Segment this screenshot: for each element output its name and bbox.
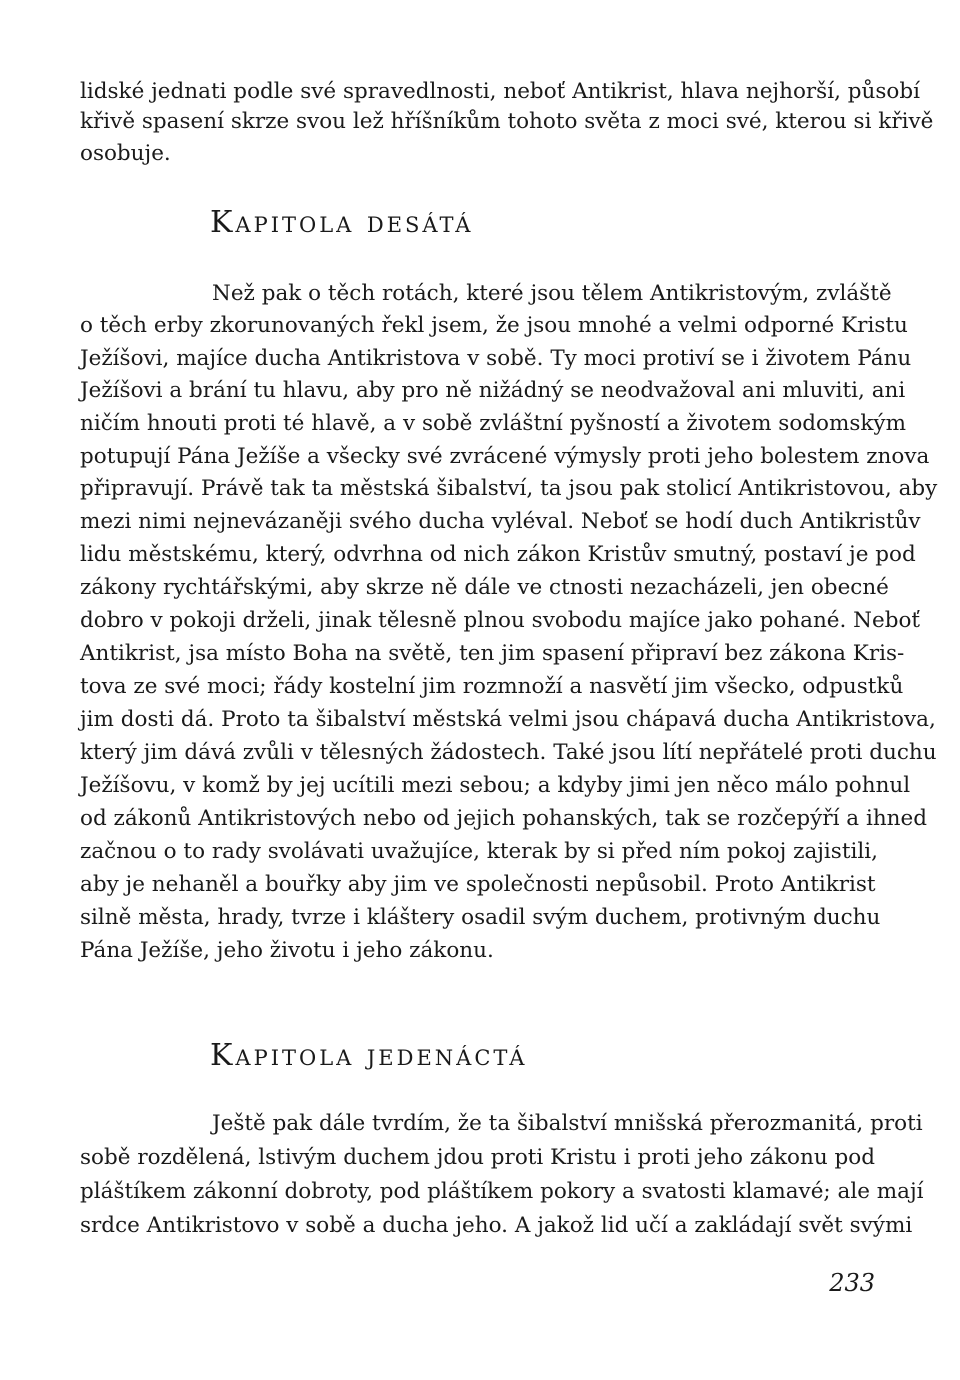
text-line: jim dosti dá. Proto ta šibalství městská velmi jsou chápavá ducha Antikristova, [80,707,936,732]
page-number: 233 [829,1269,875,1297]
text-line: od zákonů Antikristových nebo od jejich pohanských, tak se rozčepýří a ihned [80,806,928,831]
text-line: o těch erby zkorunovaných řekl jsem, že jsou mnohé a velmi odporné Kristu [80,313,908,338]
text-line: Ještě pak dále tvrdím, že ta šibalství mnišská přerozmanitá, proti [212,1111,923,1136]
text-line: zákony rychtářskými, aby skrze ně dále ve ctnosti nezacházeli, jen obecné [80,575,889,600]
text-line: tova ze své moci; řády kostelní jim rozmnoží a nasvětí jim všecko, odpustků [80,674,904,699]
text-line: osobuje. [80,141,171,166]
chapter-heading: Kapitola desátá [210,205,474,240]
text-line: srdce Antikristovo v sobě a ducha jeho. A jakož lid učí a zakládají svět svými [80,1213,913,1238]
text-line: sobě rozdělená, lstivým duchem jdou proti Kristu i proti jeho zákonu pod [80,1145,875,1170]
text-line: ničím hnouti proti té hlavě, a v sobě zvláštní pyšností a životem sodomským [80,411,906,436]
chapter-heading: Kapitola jedenáctá [210,1038,528,1073]
text-line: Ježíšovi, majíce ducha Antikristova v sobě. Ty moci protiví se i životem Pánu [80,346,912,371]
text-line: Ježíšovu, v komž by jej ucítili mezi sebou; a kdyby jimi jen něco málo pohnul [80,773,911,798]
text-line: aby je nehaněl a bouřky aby jim ve společnosti nepůsobil. Proto Antikrist [80,872,876,897]
text-line: potupují Pána Ježíše a všecky své zvrácené výmysly proti jeho bolestem znova [80,444,930,469]
text-line: lidu městskému, který, odvrhna od nich zákon Kristův smutný, postaví je pod [80,542,916,567]
text-line: pláštíkem zákonní dobroty, pod pláštíkem pokory a svatosti klamavé; ale mají [80,1179,924,1204]
text-line: Než pak o těch rotách, které jsou tělem Antikristovým, zvláště [212,281,892,306]
text-line: začnou o to rady svolávati uvažujíce, kterak by si před ním pokoj zajistili, [80,839,878,864]
text-line: dobro v pokoji drželi, jinak tělesně plnou svobodu majíce jako pohané. Neboť [80,608,921,633]
text-line: Pána Ježíše, jeho životu i jeho zákonu. [80,938,494,963]
text-line: který jim dává zvůli v tělesných žádostech. Také jsou lítí nepřátelé proti duchu [80,740,937,765]
text-line: silně města, hrady, tvrze i kláštery osadil svým duchem, protivným duchu [80,905,881,930]
text-line: Ježíšovi a brání tu hlavu, aby pro ně nižádný se neodvažoval ani mluviti, ani [80,378,906,403]
text-line: připravují. Právě tak ta městská šibalství, ta jsou pak stolicí Antikristovou, aby [80,476,938,501]
text-line: Antikrist, jsa místo Boha na světě, ten jim spasení připraví bez zákona Kris- [80,641,905,666]
text-line: lidské jednati podle své spravedlnosti, neboť Antikrist, hlava nejhorší, působí [80,79,920,104]
text-line: mezi nimi nejnevázaněji svého ducha vyléval. Neboť se hodí duch Antikristův [80,509,921,534]
text-line: křivě spasení skrze svou lež hříšníkům tohoto světa z moci své, kterou si křivě [80,109,934,134]
